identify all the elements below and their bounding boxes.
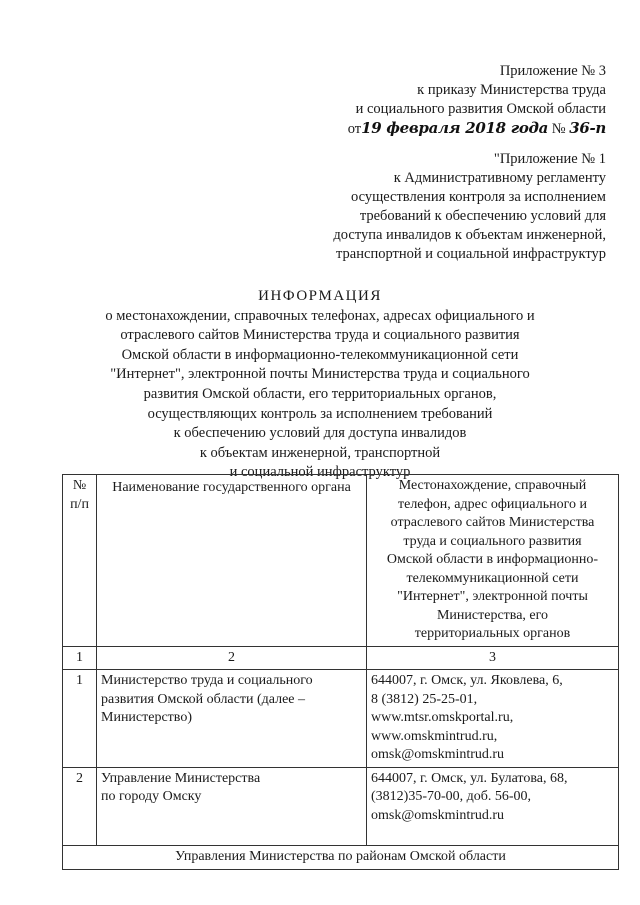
header-info-line: "Интернет", электронной почты bbox=[397, 589, 588, 604]
row-number: 2 bbox=[63, 767, 97, 846]
header-info-line: Омской области в информационно- bbox=[386, 552, 599, 567]
header-info-line: телефон, адрес официального и bbox=[397, 496, 587, 512]
agency-name-line: Министерство труда и социального bbox=[101, 673, 313, 688]
number-prefix: № bbox=[551, 121, 566, 137]
agency-name-line: развития Омской области (далее – bbox=[101, 691, 305, 707]
agency-name-cell bbox=[97, 767, 367, 846]
document-title-block bbox=[60, 287, 580, 483]
title-line: развития Омской области, его территориальных органов, bbox=[143, 385, 497, 402]
header-num-cell bbox=[63, 475, 97, 647]
section-header-row bbox=[63, 846, 619, 870]
section-title: Управления Министерства по районам Омской области bbox=[63, 846, 619, 870]
agency-name-line: по городу Омску bbox=[101, 789, 202, 804]
approval-line-2: к приказу Министерства труда bbox=[417, 82, 606, 98]
row-number: 1 bbox=[63, 670, 97, 768]
agency-name-line: Управление Министерства bbox=[101, 770, 261, 786]
header-info-cell bbox=[367, 475, 619, 647]
table-row bbox=[63, 767, 619, 846]
approval-date-line bbox=[348, 119, 606, 139]
column-number: 1 bbox=[63, 646, 97, 670]
title-line: осуществляющих контроль за исполнением требований bbox=[147, 405, 493, 422]
title-line: и социальной инфраструктур bbox=[229, 464, 411, 481]
approval-line-3: и социального развития Омской области bbox=[355, 101, 606, 117]
appendix-1-line: доступа инвалидов к объектам инженерной, bbox=[333, 227, 606, 243]
title-line: отраслевого сайтов Министерства труда и социального развития bbox=[120, 327, 520, 344]
column-number: 3 bbox=[367, 646, 619, 670]
column-number-row bbox=[63, 646, 619, 670]
agencies-table bbox=[62, 474, 619, 870]
title-line: "Интернет", электронной почты Министерства труда и социального bbox=[110, 366, 530, 383]
agency-info-cell bbox=[367, 767, 619, 846]
title-line: к обеспечению условий для доступа инвалидов bbox=[173, 425, 467, 442]
header-info-line: территориальных органов bbox=[414, 626, 571, 641]
agency-address: 644007, г. Омск, ул. Яковлева, 6, bbox=[371, 673, 563, 688]
column-number: 2 bbox=[97, 646, 367, 670]
header-name-cell: Наименование государственного органа bbox=[97, 475, 367, 647]
header-num-label: п/п bbox=[70, 496, 89, 512]
agency-address: 644007, г. Омск, ул. Булатова, 68, bbox=[371, 770, 568, 786]
header-info-line: телекоммуникационной сети bbox=[406, 570, 579, 586]
appendix-1-line: транспортной и социальной инфраструктур bbox=[336, 246, 606, 262]
row-spacer bbox=[371, 825, 614, 843]
header-info-line: Местонахождение, справочный bbox=[398, 478, 587, 493]
table-header-row bbox=[63, 475, 619, 647]
header-info-line: отраслевого сайтов Министерства bbox=[390, 515, 595, 530]
agency-info-cell bbox=[367, 670, 619, 768]
handwritten-date: 19 февраля 2018 года bbox=[361, 119, 549, 137]
appendix-1-line: требований к обеспечению условий для bbox=[359, 208, 606, 224]
agency-website-link[interactable]: www.mtsr.omskportal.ru, bbox=[371, 710, 514, 725]
agency-phone: 8 (3812) 25-25-01, bbox=[371, 691, 478, 707]
handwritten-number: 36-п bbox=[569, 119, 606, 137]
agency-email-link[interactable]: omsk@omskmintrud.ru bbox=[371, 807, 505, 823]
approval-line-1: Приложение № 3 bbox=[499, 63, 606, 79]
agency-name-cell bbox=[97, 670, 367, 768]
appendix-1-line: осуществления контроля за исполнением bbox=[350, 189, 606, 205]
table-row bbox=[63, 670, 619, 768]
title-line: Омской области в информационно-телекоммуникационной сети bbox=[121, 346, 519, 363]
agency-email-link[interactable]: omsk@omskmintrud.ru bbox=[371, 747, 505, 762]
appendix-1-block bbox=[333, 150, 606, 264]
appendix-1-line: "Приложение № 1 bbox=[493, 151, 606, 167]
header-num-symbol: № bbox=[72, 478, 87, 493]
document-heading: ИНФОРМАЦИЯ bbox=[258, 288, 382, 304]
agency-phone: (3812)35-70-00, доб. 56-00, bbox=[371, 789, 532, 804]
title-line: о местонахождении, справочных телефонах, адресах официального и bbox=[105, 307, 535, 324]
agency-name-line: Министерство) bbox=[101, 710, 192, 725]
title-line: к объектам инженерной, транспортной bbox=[199, 444, 441, 461]
header-info-line: труда и социального развития bbox=[403, 533, 582, 549]
approval-appendix-block bbox=[348, 62, 606, 139]
agency-website-link[interactable]: www.omskmintrud.ru, bbox=[371, 728, 498, 744]
from-prefix: от bbox=[347, 121, 362, 137]
header-info-line: Министерства, его bbox=[436, 607, 549, 623]
appendix-1-line: к Административному регламенту bbox=[393, 170, 606, 186]
